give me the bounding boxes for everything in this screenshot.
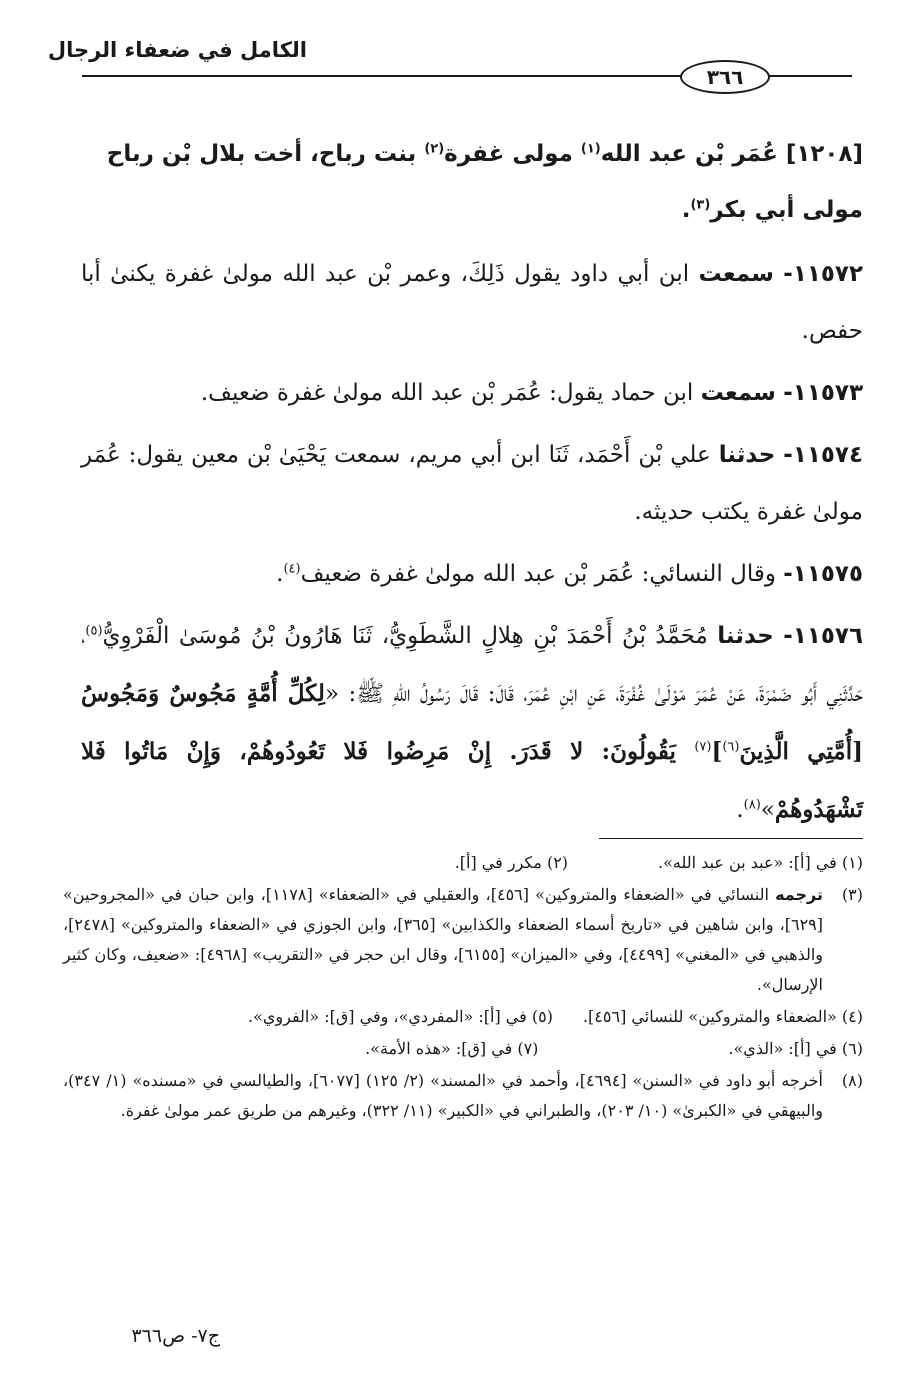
footnote-number: (٧): [517, 1039, 539, 1058]
footnote-text: أخرجه أبو داود في «السنن» [٤٦٩٤]، وأحمد في «المسند» (٢/ ١٢٥) [٦٠٧٧]، والطيالسي في «مسنده» (١/ ٣٤٧)، والبيهقي في «الكبرىٰ» (١٠/ ٢٠٣)، والطبراني في «الكبير» (١١/ ٣٢٢)، وغيرهم من طريق عمر مولىٰ غفرة.: [63, 1071, 823, 1120]
report-keyword: حدثنا: [717, 623, 774, 649]
footnote-text: في [أ]: «المفردي»، وفي [ق]: «الفروي».: [248, 1007, 527, 1026]
footnote-ref: (٧): [694, 739, 712, 755]
footnote-text: مكرر في [أ].: [454, 853, 542, 872]
running-title: الكامل في ضعفاء الرجال: [47, 38, 307, 62]
footnote: [63, 880, 863, 1000]
footnote-text: النسائي في «الضعفاء والمتروكين» [٤٥٦]، والعقيلي في «الضعفاء» [١١٧٨]، وابن حبان في «المجروحين» [٦٢٩]، وابن شاهين في «تاريخ أسماء الضعفاء والكذابين» [٣٦٥]، وابن الجوزي في «الضعفاء والمتروكين» [٢٤٧٨]، والذهبي في «المغني» [٤٤٩٩]، وفي «الميزان» [٦١٥٥]، وقال ابن حجر في «التقريب» [٤٩٦٨]: «ضعيف، وكان كثير الإرسال».: [63, 885, 824, 994]
footnote-lead: ترجمه: [775, 885, 824, 904]
entry-number: [١٢٠٨]: [785, 141, 863, 167]
footnote-text: في [ق]: «هذه الأمة».: [365, 1039, 513, 1058]
footnote-text: «الضعفاء والمتروكين» للنسائي [٤٥٦].: [582, 1007, 837, 1026]
report-paragraph: [81, 365, 863, 422]
footnote-number: (٦): [841, 1039, 863, 1058]
footnote-text: في [أ]: «عبد بن عبد الله».: [658, 853, 837, 872]
footnote-number: (٨): [841, 1071, 863, 1090]
report-text: ابن حماد يقول: عُمَر بْن عبد الله مولىٰ غفرة ضعيف.: [200, 380, 694, 406]
footnote-ref: (١): [580, 141, 601, 157]
report-number: ١١٥٧٥-: [783, 561, 863, 587]
footnote-ref: (٥): [85, 623, 103, 639]
matn-text: .: [736, 797, 744, 823]
report-paragraph: [81, 246, 863, 360]
matn-text: لِكُلِّ أُمَّةٍ مَجُوسٌ وَمَجُوسُ [أُمَّتِي الَّذِينَ: [81, 680, 863, 765]
hadith-paragraph: [81, 608, 863, 839]
footnote: [63, 848, 863, 878]
footnote: [63, 1002, 863, 1032]
report-keyword: حدثنا: [718, 442, 776, 468]
footnote-ref: (٨): [743, 797, 761, 813]
report-text: .: [276, 561, 284, 587]
report-number: ١١٥٧٦-: [783, 623, 864, 649]
footnote-number: (٢): [546, 853, 569, 872]
footnote-text: في [أ]: «الذي».: [728, 1039, 837, 1058]
report-keyword: سمعت: [698, 261, 774, 287]
report-number: ١١٥٧٢-: [783, 261, 864, 287]
matn-text: »: [760, 797, 775, 823]
footnote-divider: [599, 838, 863, 839]
footnote-number: (٣): [841, 885, 863, 904]
footnote-number: (١): [841, 853, 863, 872]
volume-page-reference: ج٧- ص٣٦٦: [131, 1325, 220, 1347]
report-keyword: سمعت: [700, 380, 776, 406]
report-text: علي بْن أَحْمَد، ثَنَا ابن أبي مريم، سمعت يَحْيَىٰ بْن معين يقول: عُمَر مولىٰ غفرة يكتب حديثه.: [81, 442, 863, 525]
entry-name: عُمَر بْن عبد الله: [600, 141, 778, 167]
footnote: [63, 1034, 863, 1064]
footnote-number: (٥): [531, 1007, 553, 1026]
report-number: ١١٥٧٣-: [783, 380, 863, 406]
page-number: ٣٦٦: [680, 60, 770, 94]
report-text: وقال النسائي: عُمَر بْن عبد الله مولىٰ غفرة ضعيف: [300, 561, 776, 587]
report-paragraph: [81, 546, 863, 603]
main-text: [81, 126, 863, 844]
footnote-ref: (٦): [722, 739, 740, 755]
matn-text: يَقُولُونَ: لا قَدَرَ. إِنْ مَرِضُوا فَلا تَعُودُوهُمْ، وَإِنْ مَاتُوا فَلا تَشْهَدُوهُمْ: [81, 738, 863, 823]
footnote-ref: (٣): [690, 197, 711, 213]
footnote-ref: (٤): [283, 561, 301, 577]
isnad-text: ، حَدَّثَنِي أَبُو ضَمْرَةَ، عَنْ عُمَرَ مَوْلَىٰ غُفْرَةَ، عَنِ ابْنِ عُمَرَ، قَالَ: قَالَ رَسُولُ اللهِ ﷺ: «: [81, 623, 863, 707]
footnote-number: (٤): [841, 1007, 863, 1026]
entry-text: مولى غفرة: [444, 141, 573, 167]
footnote-ref: (٢): [424, 141, 445, 157]
entry-text: بنت رباح، أخت بلال بْن رباح مولى أبي بكر: [106, 141, 863, 223]
report-text: ابن أبي داود يقول ذَلِكَ، وعمر بْن عبد الله مولىٰ غفرة يكنىٰ أبا حفص.: [81, 261, 863, 344]
report-number: ١١٥٧٤-: [783, 442, 864, 468]
footnotes: [63, 848, 863, 1128]
footnote: [63, 1066, 863, 1126]
matn-text: ]: [711, 738, 723, 765]
entry-text: .: [681, 197, 691, 223]
entry-heading: [81, 126, 863, 238]
isnad-text: مُحَمَّدُ بْنُ أَحْمَدَ بْنِ هِلالٍ الشَّطَوِيُّ، ثَنَا هَارُونُ بْنُ مُوسَىٰ الْفَرْوِيُّ: [102, 623, 708, 649]
report-paragraph: [81, 427, 863, 541]
